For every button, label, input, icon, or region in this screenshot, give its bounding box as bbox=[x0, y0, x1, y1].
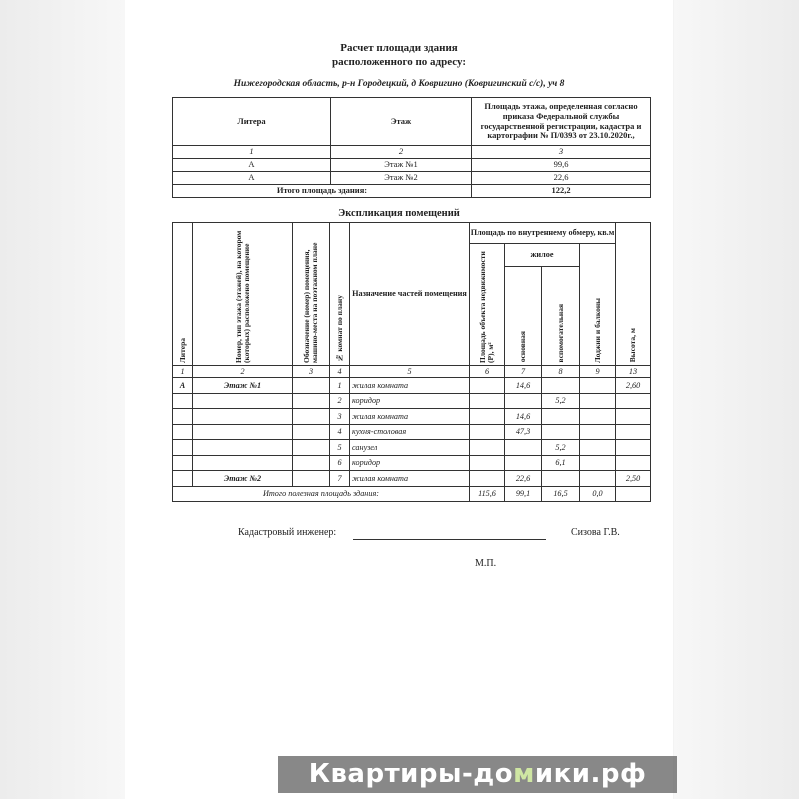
col-number: 2 bbox=[331, 146, 472, 159]
cell-loggia-area bbox=[580, 409, 616, 425]
cell-main-area bbox=[505, 393, 542, 409]
cell-purpose: жилая комната bbox=[350, 471, 470, 487]
cell-designation bbox=[293, 455, 330, 471]
explication-total-row bbox=[173, 486, 651, 502]
floor-area-table bbox=[172, 97, 651, 198]
cell-total-area bbox=[470, 378, 505, 394]
table-row bbox=[173, 393, 651, 409]
total-height bbox=[616, 486, 651, 502]
cell-total-area bbox=[470, 440, 505, 456]
total-label: Итого площадь здания: bbox=[173, 185, 472, 198]
col-number: 1 bbox=[173, 146, 331, 159]
cell-room-number: 6 bbox=[330, 455, 350, 471]
header-floor: Номер, тип этажа (этажей), на котором (которых) расположено помещение bbox=[193, 223, 293, 366]
col-number: 3 bbox=[472, 146, 651, 159]
cell-main-area: 14,6 bbox=[505, 378, 542, 394]
cell-litera bbox=[173, 424, 193, 440]
total-area: 115,6 bbox=[470, 486, 505, 502]
col-number: 1 bbox=[173, 366, 193, 378]
table-row bbox=[173, 409, 651, 425]
cell-loggia-area bbox=[580, 393, 616, 409]
total-label: Итого полезная площадь здания: bbox=[173, 486, 470, 502]
cell-litera bbox=[173, 393, 193, 409]
header-main: основная bbox=[505, 267, 542, 366]
total-main: 99,1 bbox=[505, 486, 542, 502]
col-number: 2 bbox=[193, 366, 293, 378]
watermark-text-after: ики.рф bbox=[534, 759, 647, 789]
left-background bbox=[0, 0, 125, 799]
cell-floor bbox=[193, 455, 293, 471]
cell-loggia-area bbox=[580, 455, 616, 471]
cell-designation bbox=[293, 409, 330, 425]
signature-line bbox=[353, 539, 546, 540]
cell-total-area bbox=[470, 393, 505, 409]
header-area: Площадь этажа, определенная согласно приказа Федеральной службы государственной регистрации, кадастра и картографии № П/0393 от 23.10.2020г., bbox=[472, 98, 651, 146]
cell-height: 2,50 bbox=[616, 471, 651, 487]
col-number: 4 bbox=[330, 366, 350, 378]
table-row bbox=[173, 440, 651, 456]
cell-room-number: 3 bbox=[330, 409, 350, 425]
cell-loggia-area bbox=[580, 471, 616, 487]
cell-main-area: 47,3 bbox=[505, 424, 542, 440]
cell-aux-area bbox=[542, 409, 580, 425]
house-logo-icon: м bbox=[513, 759, 535, 789]
right-background bbox=[674, 0, 799, 799]
cell-height bbox=[616, 424, 651, 440]
cell-room-number: 4 bbox=[330, 424, 350, 440]
cell-floor bbox=[193, 393, 293, 409]
explication-table bbox=[172, 222, 651, 502]
signature-label: Кадастровый инженер: bbox=[238, 527, 337, 538]
cell-loggia-area bbox=[580, 440, 616, 456]
site-watermark bbox=[278, 756, 677, 793]
cell-total-area bbox=[470, 455, 505, 471]
cell-main-area: 22,6 bbox=[505, 471, 542, 487]
table-row bbox=[173, 172, 651, 185]
header-loggia: Лоджии и балконы bbox=[580, 244, 616, 366]
watermark-text-before: Квартиры-до bbox=[308, 759, 514, 789]
header-aux: вспомогательная bbox=[542, 267, 580, 366]
cell-designation bbox=[293, 440, 330, 456]
table-row bbox=[173, 159, 651, 172]
cell-loggia-area bbox=[580, 378, 616, 394]
cell-litera bbox=[173, 440, 193, 456]
explication-title: Экспликация помещений bbox=[338, 208, 460, 219]
cell-total-area bbox=[470, 424, 505, 440]
explication-body bbox=[173, 378, 651, 487]
col-number: 13 bbox=[616, 366, 651, 378]
cell-floor bbox=[193, 440, 293, 456]
table-row bbox=[173, 455, 651, 471]
document-sheet bbox=[125, 0, 673, 799]
cell-designation bbox=[293, 393, 330, 409]
cell-designation bbox=[293, 424, 330, 440]
cell-height bbox=[616, 409, 651, 425]
cell-room-number: 1 bbox=[330, 378, 350, 394]
cell-aux-area bbox=[542, 378, 580, 394]
cell-height bbox=[616, 440, 651, 456]
cell-purpose: жилая комната bbox=[350, 409, 470, 425]
header-area-group: Площадь по внутреннему обмеру, кв.м bbox=[470, 223, 616, 244]
cell-designation bbox=[293, 471, 330, 487]
col-number: 5 bbox=[350, 366, 470, 378]
doc-address: Нижегородская область, р-н Городецкий, д Ковригино (Ковригинский с/с), уч 8 bbox=[233, 79, 565, 89]
cell-litera: А bbox=[173, 378, 193, 394]
explication-header-row-1 bbox=[173, 223, 651, 244]
cell-height bbox=[616, 393, 651, 409]
cell-room-number: 5 bbox=[330, 440, 350, 456]
cell-room-number: 2 bbox=[330, 393, 350, 409]
cell-floor: Этаж №2 bbox=[193, 471, 293, 487]
stamp-place: М.П. bbox=[475, 558, 497, 569]
cell-height bbox=[616, 455, 651, 471]
col-number: 7 bbox=[505, 366, 542, 378]
cell-purpose: кухня-столовая bbox=[350, 424, 470, 440]
cell-floor bbox=[193, 409, 293, 425]
floor-table-col-numbers bbox=[173, 146, 651, 159]
cell-floor: Этаж №2 bbox=[331, 172, 472, 185]
explication-col-numbers bbox=[173, 366, 651, 378]
table-row bbox=[173, 424, 651, 440]
cell-purpose: коридор bbox=[350, 393, 470, 409]
cell-loggia-area bbox=[580, 424, 616, 440]
cell-room-number: 7 bbox=[330, 471, 350, 487]
floor-table-total bbox=[173, 185, 651, 198]
header-room-number: № комнат по плану bbox=[330, 223, 350, 366]
cell-aux-area: 5,2 bbox=[542, 440, 580, 456]
cell-floor bbox=[193, 424, 293, 440]
cell-floor: Этаж №1 bbox=[193, 378, 293, 394]
cell-aux-area bbox=[542, 424, 580, 440]
doc-title-line1: Расчет площади здания bbox=[340, 42, 458, 54]
total-value: 122,2 bbox=[472, 185, 651, 198]
col-number: 6 bbox=[470, 366, 505, 378]
header-total-area: Площадь объекта недвижимости (Р), м² bbox=[470, 244, 505, 366]
header-living: жилое bbox=[505, 244, 580, 267]
col-number: 3 bbox=[293, 366, 330, 378]
cell-designation bbox=[293, 378, 330, 394]
total-loggia: 0,0 bbox=[580, 486, 616, 502]
cell-litera: А bbox=[173, 159, 331, 172]
cell-total-area bbox=[470, 409, 505, 425]
cell-purpose: коридор bbox=[350, 455, 470, 471]
doc-title-line2: расположенного по адресу: bbox=[332, 56, 466, 68]
cell-area: 22,6 bbox=[472, 172, 651, 185]
cell-main-area: 14,6 bbox=[505, 409, 542, 425]
cell-aux-area: 6,1 bbox=[542, 455, 580, 471]
header-litera: Литера bbox=[173, 98, 331, 146]
header-floor: Этаж bbox=[331, 98, 472, 146]
header-purpose: Назначение частей помещения bbox=[350, 223, 470, 366]
col-number: 8 bbox=[542, 366, 580, 378]
total-aux: 16,5 bbox=[542, 486, 580, 502]
cell-aux-area bbox=[542, 471, 580, 487]
header-height: Высота, м bbox=[616, 223, 651, 366]
cell-height: 2,60 bbox=[616, 378, 651, 394]
cell-main-area bbox=[505, 440, 542, 456]
signature-name: Сизова Г.В. bbox=[571, 527, 620, 538]
col-number: 9 bbox=[580, 366, 616, 378]
cell-purpose: санузел bbox=[350, 440, 470, 456]
table-row bbox=[173, 378, 651, 394]
floor-table-header bbox=[173, 98, 651, 146]
cell-aux-area: 5,2 bbox=[542, 393, 580, 409]
cell-litera bbox=[173, 471, 193, 487]
cell-main-area bbox=[505, 455, 542, 471]
header-designation: Обозначение (номер) помещения, машино-места на поэтажном плане bbox=[293, 223, 330, 366]
cell-purpose: жилая комната bbox=[350, 378, 470, 394]
cell-floor: Этаж №1 bbox=[331, 159, 472, 172]
cell-litera bbox=[173, 409, 193, 425]
cell-litera bbox=[173, 455, 193, 471]
cell-area: 99,6 bbox=[472, 159, 651, 172]
header-litera: Литера bbox=[173, 223, 193, 366]
cell-total-area bbox=[470, 471, 505, 487]
cell-litera: А bbox=[173, 172, 331, 185]
table-row bbox=[173, 471, 651, 487]
